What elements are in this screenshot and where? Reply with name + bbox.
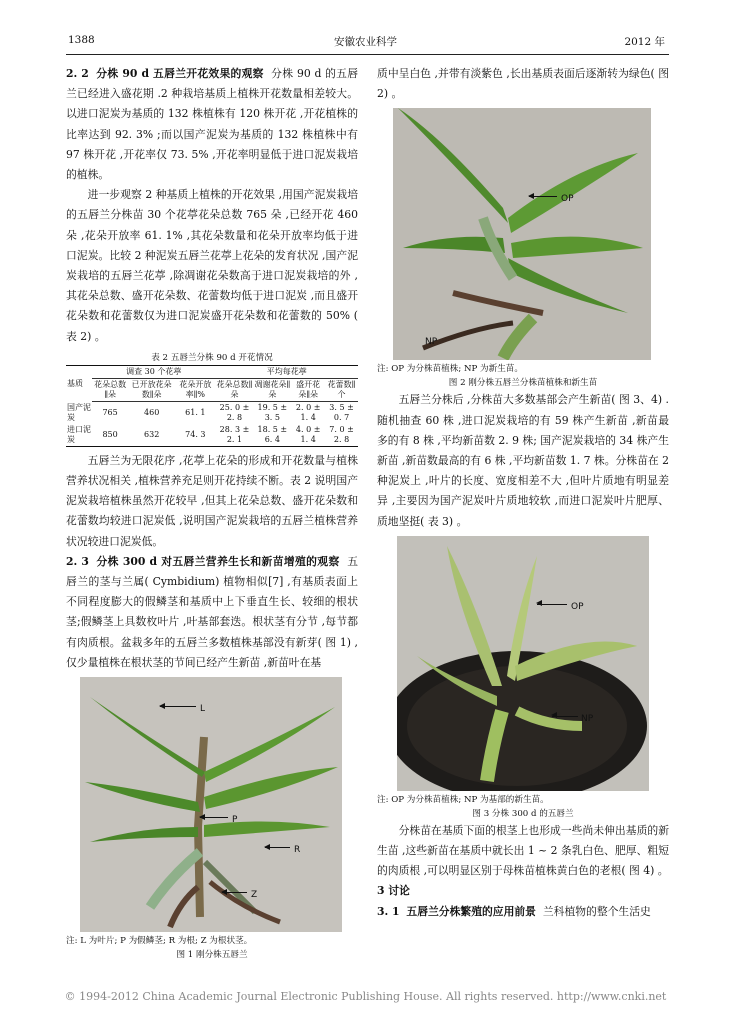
table-cell: 19. 5 ± 3. 5 <box>257 402 288 422</box>
section-2-2-text: 分株 90 d 的五唇兰已经进入盛花期 .2 种栽培基质上植株开花数量相差较大。以进口泥炭为基质的 132 株植株有 120 株开花 ,开花植株的比率达到 92. 3% ;而以国产泥炭为基质的 132 株植株中有 97 株开花 ,开花率仅 73. 5% ,开花率明显低于进口泥炭栽培的植株。 <box>66 67 359 182</box>
table-cell: 2. 0 ± 1. 4 <box>295 402 321 422</box>
section-2-3-text: 五唇兰的茎与兰属( Cymbidium) 植物相似[7] ,有基质表面上不同程度膨大的假鳞茎和基质中上下垂直生长、较细的根状茎;假鳞茎上具数枚叶片 ,叶基部套迭。根状茎有分节 ,每节都有肉质根。盆栽多年的五唇兰多数植株基部没有新芽( 图 1) ,仅少量植株在根状茎的节间已经产生新苗 ,新苗叶在基 <box>66 554 358 669</box>
table-cell: 国产泥炭 <box>67 402 91 422</box>
table-cell: 765 <box>102 407 118 417</box>
table-cell: 850 <box>92 424 128 447</box>
label-leaf: L <box>200 704 206 715</box>
table-cell: 460 <box>144 407 160 417</box>
figure-2-caption: 图 2 刚分株五唇兰分株苗植株和新生苗 <box>448 378 598 389</box>
table-col-header: 花朵总数∥朵 <box>92 378 128 401</box>
table-cell: 18. 5 ± 6. 4 <box>253 424 291 447</box>
section-3-1-paragraph <box>377 902 669 922</box>
section-2-3-paragraph <box>66 552 358 673</box>
table-cell: 632 <box>128 424 175 447</box>
table-cell: 25. 0 ± 2. 8 <box>219 402 250 422</box>
arrow-icon <box>537 604 567 605</box>
table-header-matrix: 基质 <box>66 365 92 401</box>
arrow-icon <box>200 817 228 818</box>
section-2-3-title: 分株 300 d 对五唇兰营养生长和新苗增殖的观察 <box>96 554 340 568</box>
figure-1-caption: 图 1 刚分株五唇兰 <box>176 950 248 961</box>
section-2-2-number: 2. 2 <box>66 67 89 80</box>
table-col-header: 盛开花朵∥朵 <box>291 378 325 401</box>
paragraph-inflorescence: 五唇兰为无限花序 ,花葶上花朵的形成和开花数量与植株营养状况相关 ,植株营养充足则开花持续不断。表 2 说明国产泥炭栽培植株虽然开花较早 ,但其上花朵总数、盛开花朵数和花蕾数均较进口泥炭低 ,说明国产泥炭栽培的五唇兰植株营养状况较进口泥炭低。 <box>66 453 358 548</box>
table-cell: 7. 0 ± 2. 8 <box>325 424 358 447</box>
page-number: 1388 <box>68 34 95 46</box>
left-column <box>66 64 358 962</box>
figure-3-caption: 图 3 分株 300 d 的五唇兰 <box>472 808 574 819</box>
table-cell: 进口泥炭 <box>66 424 92 447</box>
table-cell: 3. 5 ± 0. 7 <box>329 402 354 422</box>
label-rhizome: Z <box>251 890 258 901</box>
table-cell: 61. 1 <box>185 407 206 417</box>
table-col-header: 已开放花朵数∥朵 <box>128 378 175 401</box>
figure-2-note: 注: OP 为分株苗植株; NP 为新生苗。 <box>377 364 523 375</box>
header-rule <box>66 54 669 55</box>
table-col-header: 凋谢花朵∥朵 <box>253 378 291 401</box>
label-np: NP <box>581 713 594 724</box>
section-3-heading: 3 讨论 <box>377 884 410 898</box>
orchid-plant-photo-2 <box>393 108 651 360</box>
arrow-icon <box>222 892 247 893</box>
label-op: OP <box>561 194 574 205</box>
right-column <box>377 64 669 922</box>
copyright-footer: © 1994-2012 China Academic Journal Electronic Publishing House. All rights reserved. http://www.cnki.net <box>64 990 667 1003</box>
table-row <box>66 424 358 447</box>
label-root: R <box>294 845 301 856</box>
section-3-1-text: 兰科植物的整个生活史 <box>542 904 651 918</box>
table-cell: 4. 0 ± 1. 4 <box>291 424 325 447</box>
journal-year: 2012 年 <box>624 36 665 48</box>
arrow-icon <box>529 196 557 197</box>
section-2-3-number: 2. 3 <box>66 554 89 568</box>
paragraph-continued: 质中呈白色 ,并带有淡紫色 ,长出基质表面后逐渐转为绿色( 图 2) 。 <box>377 67 669 101</box>
figure-3-photo <box>397 536 649 791</box>
arrow-icon <box>265 847 290 848</box>
table-2 <box>66 365 358 447</box>
label-op: OP <box>571 601 584 612</box>
figure-1-photo <box>80 677 342 932</box>
table-group-average: 平均每花葶 <box>216 365 358 378</box>
table-col-header: 花朵总数∥朵 <box>216 378 254 401</box>
label-np: NP <box>425 337 438 348</box>
orchid-plant-photo-1 <box>80 677 342 932</box>
figure-1-note: 注: L 为叶片; P 为假鳞茎; R 为根; Z 为根状茎。 <box>66 936 253 947</box>
table-cell: 28. 3 ± 2. 1 <box>216 424 254 447</box>
paragraph-new-seedlings: 五唇兰分株后 ,分株苗大多数基部会产生新苗( 图 3、4) .随机抽查 60 株 ,进口泥炭栽培的有 59 株产生新苗 ,新苗最多的有 8 株 ,平均新苗数 2. 9 株; 国产泥炭栽培的 34 株产生新苗 ,新苗数最高的有 6 株 ,平均新苗数 1. 7 株。分株苗在 2 种泥炭上 ,叶片的长度、宽度相差不大 ,但叶片质地有明显差异 ,主要因为国产泥炭叶片质地较软 ,而进口泥炭叶片肥厚、质地坚挺( 表 3) 。 <box>377 393 669 528</box>
figure-3-note: 注: OP 为分株苗植株; NP 为基部的新生苗。 <box>377 794 549 805</box>
section-2-2-title: 分株 90 d 五唇兰开花效果的观察 <box>96 67 264 80</box>
table-cell: 74. 3 <box>175 424 215 447</box>
table-col-header: 花朵开放率∥% <box>175 378 215 401</box>
paragraph-underground-seedlings: 分株苗在基质下面的根茎上也形成一些尚未伸出基质的新生苗 ,这些新苗在基质中就长出 1 ~ 2 条乳白色、肥厚、粗短的肉质根 ,可以明显区别于母株苗植株黄白色的老根( 图 4) 。 <box>377 823 669 878</box>
paragraph-flowering: 进一步观察 2 种基质上植株的开花效果 ,用国产泥炭栽培的五唇兰分株苗 30 个花葶花朵总数 765 朵 ,已经开花 460 朵 ,花朵开放率 61. 1% ,其花朵数量和花朵开放率均低于进口泥炭。比较 2 种泥炭五唇兰花葶上花朵的发育状况 ,国产泥炭栽培的五唇兰花葶 ,除凋谢花朵数高于进口泥炭栽培的外 ,其花朵总数、盛开花朵数、花蕾数均低于进口泥炭 ,而且盛开花朵数和花蕾数仅为进口泥炭盛开花朵数和花蕾数的 50% ( 表 2) 。 <box>66 188 358 343</box>
section-2-2-paragraph <box>66 64 358 185</box>
arrow-icon <box>552 716 578 717</box>
section-3-1-title: 五唇兰分株繁殖的应用前景 <box>406 904 536 918</box>
label-pseudobulb: P <box>232 815 238 826</box>
figure-2-photo <box>393 108 651 360</box>
table-col-header: 花蕾数∥个 <box>325 378 358 401</box>
table-2-title: 表 2 五唇兰分株 90 d 开花情况 <box>151 352 273 363</box>
table-row <box>66 401 358 424</box>
orchid-plant-photo-3 <box>397 536 649 791</box>
table-group-survey: 调查 30 个花葶 <box>92 365 216 378</box>
journal-name: 安徽农业科学 <box>334 36 397 48</box>
section-3-1-number: 3. 1 <box>377 904 400 918</box>
arrow-icon <box>160 706 196 707</box>
